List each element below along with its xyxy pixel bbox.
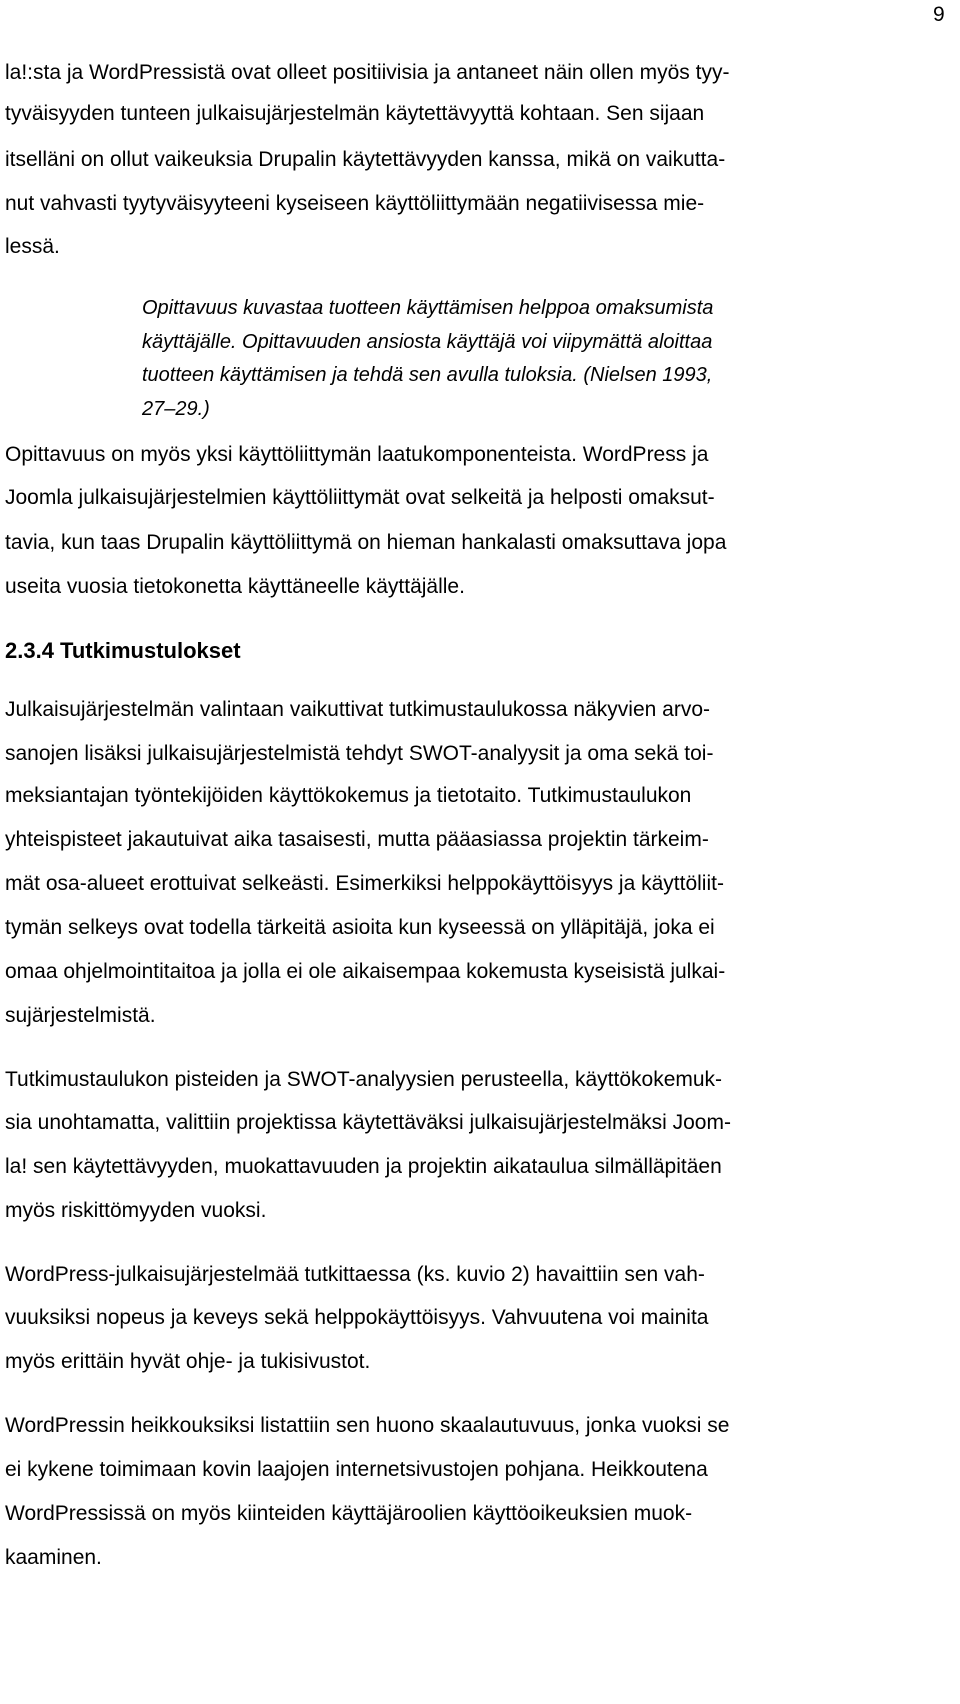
paragraph-1-line: itselläni on ollut vaikeuksia Drupalin käytettävyyden kanssa, mikä on vaikutta- xyxy=(5,148,726,171)
paragraph-3-line: yhteispisteet jakautuivat aika tasaisesti, mutta pääasiassa projektin tärkeim- xyxy=(5,828,709,851)
paragraph-2-line: Joomla julkaisujärjestelmien käyttöliittymät ovat selkeitä ja helposti omaksut- xyxy=(5,486,715,509)
paragraph-3-line: omaa ohjelmointitaitoa ja jolla ei ole aikaisempaa kokemusta kyseisistä julkai- xyxy=(5,960,726,983)
paragraph-6-line: kaaminen. xyxy=(5,1546,102,1569)
paragraph-6-line: WordPressin heikkouksiksi listattiin sen huono skaalautuvuus, jonka vuoksi se xyxy=(5,1414,730,1437)
paragraph-1-line: la!:sta ja WordPressistä ovat olleet positiivisia ja antaneet näin ollen myös tyy- xyxy=(5,61,730,84)
paragraph-3-line: tymän selkeys ovat todella tärkeitä asioita kun kyseessä on ylläpitäjä, joka ei xyxy=(5,916,715,939)
paragraph-6-line: WordPressissä on myös kiinteiden käyttäjäroolien käyttöoikeuksien muok- xyxy=(5,1502,693,1525)
block-quote-line: käyttäjälle. Opittavuuden ansiosta käyttäjä voi viipymättä aloittaa xyxy=(142,331,713,353)
paragraph-6-line: ei kykene toimimaan kovin laajojen internetsivustojen pohjana. Heikkoutena xyxy=(5,1458,708,1481)
paragraph-3-line: meksiantajan työntekijöiden käyttökokemus ja tietotaito. Tutkimustaulukon xyxy=(5,784,692,807)
block-quote-line: Opittavuus kuvastaa tuotteen käyttämisen helppoa omaksumista xyxy=(142,297,714,319)
paragraph-3-line: mät osa-alueet erottuivat selkeästi. Esimerkiksi helppokäyttöisyys ja käyttöliit- xyxy=(5,872,724,895)
paragraph-5-line: vuuksiksi nopeus ja keveys sekä helppokäyttöisyys. Vahvuutena voi mainita xyxy=(5,1306,709,1329)
paragraph-5-line: WordPress-julkaisujärjestelmää tutkittaessa (ks. kuvio 2) havaittiin sen vah- xyxy=(5,1263,705,1286)
block-quote-line: 27–29.) xyxy=(142,398,210,420)
page-number: 9 xyxy=(933,3,945,26)
paragraph-2-line: useita vuosia tietokonetta käyttäneelle käyttäjälle. xyxy=(5,575,465,598)
paragraph-4-line: sia unohtamatta, valittiin projektissa käytettäväksi julkaisujärjestelmäksi Joom- xyxy=(5,1111,731,1134)
paragraph-2-line: tavia, kun taas Drupalin käyttöliittymä on hieman hankalasti omaksuttava jopa xyxy=(5,531,727,554)
paragraph-4-line: Tutkimustaulukon pisteiden ja SWOT-analyysien perusteella, käyttökokemuk- xyxy=(5,1068,723,1091)
block-quote-line: tuotteen käyttämisen ja tehdä sen avulla tuloksia. (Nielsen 1993, xyxy=(142,364,713,386)
paragraph-1-line: tyväisyyden tunteen julkaisujärjestelmän käytettävyyttä kohtaan. Sen sijaan xyxy=(5,102,705,125)
paragraph-3-line: Julkaisujärjestelmän valintaan vaikuttivat tutkimustaulukossa näkyvien arvo- xyxy=(5,698,710,721)
paragraph-1-line: lessä. xyxy=(5,235,60,258)
paragraph-3-line: sujärjestelmistä. xyxy=(5,1004,156,1027)
section-heading: 2.3.4 Tutkimustulokset xyxy=(5,638,241,663)
paragraph-5-line: myös erittäin hyvät ohje- ja tukisivustot. xyxy=(5,1350,371,1373)
paragraph-3-line: sanojen lisäksi julkaisujärjestelmistä tehdyt SWOT-analyysit ja oma sekä toi- xyxy=(5,742,714,765)
paragraph-4-line: la! sen käytettävyyden, muokattavuuden ja projektin aikataulua silmälläpitäen xyxy=(5,1155,722,1178)
paragraph-4-line: myös riskittömyyden vuoksi. xyxy=(5,1199,267,1222)
paragraph-1-line: nut vahvasti tyytyväisyyteeni kyseiseen käyttöliittymään negatiivisessa mie- xyxy=(5,192,705,215)
paragraph-2-line: Opittavuus on myös yksi käyttöliittymän laatukomponenteista. WordPress ja xyxy=(5,443,709,466)
